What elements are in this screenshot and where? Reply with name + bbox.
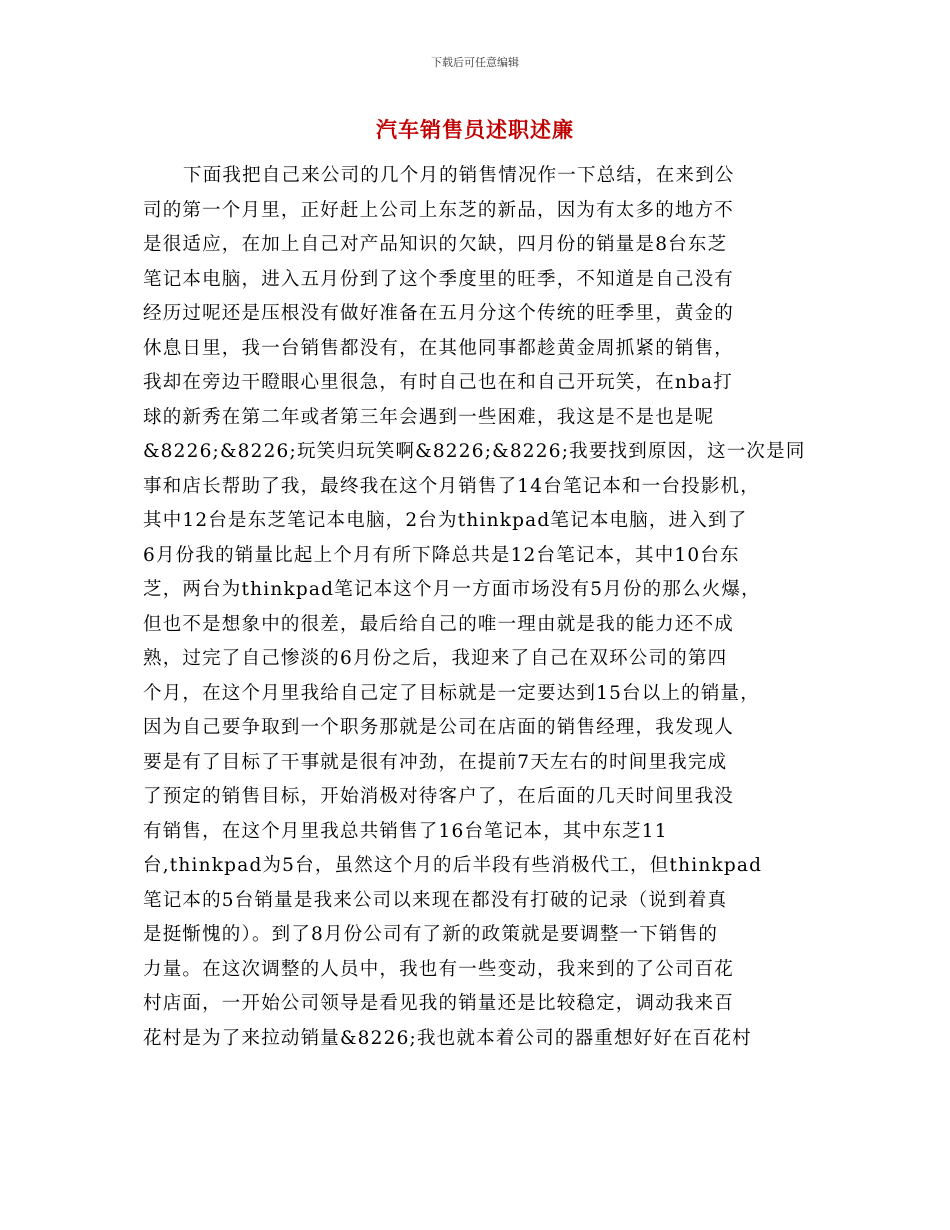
body-line: 台,thinkpad为5台，虽然这个月的后半段有些消极代工，但thinkpad [143, 855, 763, 876]
body-line: 熟，过完了自己惨淡的6月份之后，我迎来了自己在双环公司的第四 [143, 648, 728, 669]
body-line: 要是有了目标了干事就是很有冲劲，在提前7天左右的时间里我完成 [143, 751, 728, 773]
body-line: 村店面，一开始公司领导是看见我的销量还是比较稳定，调动我来百 [143, 993, 735, 1014]
body-line: 个月，在这个月里我给自己定了目标就是一定要达到15台以上的销量， [143, 682, 760, 704]
document-body [143, 159, 823, 1056]
body-line: 其中12台是东芝笔记本电脑，2台为thinkpad笔记本电脑，进入到了 [143, 510, 748, 531]
body-line: 了预定的销售目标，开始消极对待客户了，在后面的几天时间里我没 [143, 786, 735, 807]
body-line: 因为自己要争取到一个职务那就是公司在店面的销售经理，我发现人 [143, 717, 735, 738]
body-line: 下面我把自己来公司的几个月的销售情况作一下总结，在来到公 [183, 165, 735, 186]
body-line: 是很适应，在加上自己对产品知识的欠缺，四月份的销量是8台东芝 [143, 234, 728, 255]
body-line: 事和店长帮助了我，最终我在这个月销售了14台笔记本和一台投影机， [143, 475, 760, 497]
body-line: 花村是为了来拉动销量&8226;我也就本着公司的器重想好好在百花村 [143, 1027, 752, 1049]
body-line: 是挺惭愧的）。到了8月份公司有了新的政策就是要调整一下销售的 [143, 924, 719, 945]
body-line: 6月份我的销量比起上个月有所下降总共是12台笔记本，其中10台东 [143, 544, 740, 566]
body-line: 笔记本的5台销量是我来公司以来现在都没有打破的记录（说到着真 [143, 889, 728, 911]
body-line: 笔记本电脑，进入五月份到了这个季度里的旺季，不知道是自己没有 [143, 268, 735, 290]
body-line: 司的第一个月里，正好赶上公司上东芝的新品，因为有太多的地方不 [143, 199, 735, 221]
page-header: 下载后可任意编辑 [431, 56, 519, 69]
body-line: &8226;&8226;玩笑归玩笑啊&8226;&8226;我要找到原因，这一次是同 [143, 441, 806, 462]
body-line: 但也不是想象中的很差，最后给自己的唯一理由就是我的能力还不成 [143, 613, 735, 635]
body-line: 力量。在这次调整的人员中，我也有一些变动，我来到的了公司百花 [143, 958, 735, 980]
body-line: 有销售，在这个月里我总共销售了16台笔记本，其中东芝11 [143, 820, 668, 842]
body-line: 芝，两台为thinkpad笔记本这个月一方面市场没有5月份的那么火爆， [143, 579, 761, 600]
body-line: 我却在旁边干瞪眼心里很急，有时自己也在和自己开玩笑，在nba打 [143, 372, 733, 393]
document-title: 汽车销售员述职述廉 [376, 117, 574, 142]
body-line: 球的新秀在第二年或者第三年会遇到一些困难，我这是不是也是呢 [143, 406, 715, 428]
body-line: 经历过呢还是压根没有做好准备在五月分这个传统的旺季里，黄金的 [143, 303, 735, 324]
body-line: 休息日里，我一台销售都没有，在其他同事都趁黄金周抓紧的销售， [143, 337, 735, 359]
